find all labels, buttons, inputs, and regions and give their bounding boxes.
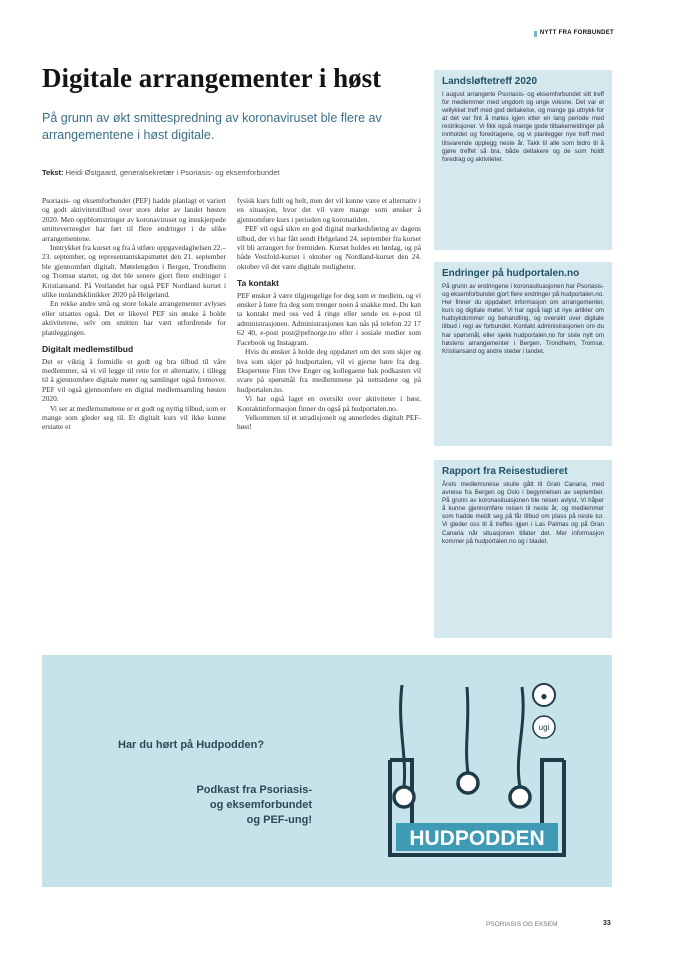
logo-bubble (510, 787, 530, 807)
byline-label: Tekst: (42, 168, 64, 177)
article-column-2 (237, 196, 421, 432)
sidebar-box-text: Årets medlemsreise skulle gått til Gran Canaria, med avreise fra Bergen og Oslo i begynnelsen av september. På grunn av koronasituasjonen ble reisen avlyst. Vi håper å kunne gjennomføre reisen til neste år, og medlemmer som hadde meldt seg på får tilbud om plass på neste tur. Vi gleder oss til å treffes igjen i Las Palmas og på Gran Canaria når situasjonen tillater det. Mer informasjon kommer på hudportalen.no og i bladet. (442, 481, 604, 545)
paragraph: Velkommen til et utradisjonelt og annerledes digitalt PEF-høst! (237, 412, 421, 432)
sidebar-box-text: I august arrangerte Psoriasis- og eksemforbundet sitt treff for medlemmer med ungdom og unge voksne. Det var et vellykket treff med god deltakelse, og mange ga uttrykk for at det var fint å møtes igjen etter en lang periode med restriksjoner. Vi fikk også mange gode tilbakemeldinger på innholdet og foredragene, og vi planlegger nye treff med tilsvarende opplegg neste år. Takk til alle som bidro til å gjøre treffet så bra, både deltakere og de som holdt foredrag og aktiviteter. (442, 91, 604, 163)
page-number: 33 (603, 920, 611, 927)
podcast-question: Har du hørt på Hudpodden? (118, 739, 265, 751)
paragraph: En rekke andre små og store lokale arrangementer avlyses eller utsattes også. Det er likevel PEF sin ønske å holde aktivitetene, selv om smitten har vært utfordrende for planleggingen. (42, 299, 226, 337)
logo-ung-text: ugi (538, 723, 550, 732)
paragraph: Psoriasis- og eksemforbundet (PEF) hadde planlagt et variert og godt aktivitetstilbud over store deler av landet høsten 2020. Men oppblomstringer av koronaviruset og innskjerpede smittevernregler har ført til flere endringer i de ulike arrangementene. (42, 196, 226, 243)
podcast-banner (42, 655, 612, 887)
sidebar-box-title: Landsløftetreff 2020 (442, 76, 538, 87)
paragraph: fysisk kurs fullt og helt, men det vil kunne være et alternativ i en situasjon, hvor det vil være mange som ønsker å gjennomføre kurs i perioden og koronatiden. (237, 196, 421, 224)
paragraph: PEF vil også sikre en god digital markedsføring av dagens tilbud, der vi har fått sendt Helgeland 24. september fra kurset vil bli arrangert for fremtiden. Kurset holdes en lørdag, og på både Vestfold-kurset i oktober og Nordland-kurset den 24. oktober vil det være digitale muligheter. (237, 224, 421, 271)
logo-string (467, 687, 468, 773)
paragraph: Vi har også laget en oversikt over aktiviteter i høst. Kontaktinformasjon finner du også på hudportalen.no. (237, 394, 421, 413)
sidebar-box-landslofte (434, 70, 612, 250)
paragraph: Hvis du ønsker å holde deg oppdatert om det som skjer og hva som skjer på hudportalen, vil vi gjerne høre fra deg. Ekspertene Finn Ove Enger og kollegaene bak podkasten vil svare på spørsmål fra medlemmene på nettsidene og på hudportalen.no. (237, 347, 421, 394)
logo-badge-glyph: ● (540, 689, 548, 703)
podcast-desc-line: Podkast fra Psoriasis- (196, 784, 312, 796)
hudpodden-logo (382, 675, 582, 865)
paragraph: Det er viktig å formidle et godt og bra tilbud til våre medlemmer, så vi vil legge til rette for et alternativ, i tillegg til å gjennomføre digitale møter og samlinger også fremover. PEF vil også gjennomføre en digital medlemsamling høsten 2020. (42, 356, 226, 404)
paragraph: Inntrykket fra kurset og fra å utføre oppgavedaghelsen 22.–23. september, og representantskapsmøtet den 21. september ble gjennomført digitalt. Møtelengden i Bergen, Trondheim og Tromsø startet, og det ble senere gjort flere endringer i Kristiansand. På Vestlandet har også PEF Nordland kurset i ulike innlandsklinikker 2020 på Helgeland. (42, 243, 226, 300)
sidebar-box-title: Rapport fra Reisestudieret (442, 466, 568, 477)
subheading-digital: Digitalt medlemstilbud (42, 344, 134, 355)
footer-publication: PSORIASIS OG EKSEM (486, 921, 558, 928)
podcast-desc-line: og PEF-ung! (246, 814, 312, 826)
article-headline: Digitale arrangementer i høst (42, 63, 382, 93)
podcast-desc-line: og eksemforbundet (209, 799, 312, 811)
sidebar-box-title: Endringer på hudportalen.no (442, 268, 580, 279)
logo-bubble (394, 787, 414, 807)
podcast-description (152, 783, 312, 828)
sidebar-box-text: På grunn av endringene i koronasituasjonen har Psoriasis- og eksemforbundet gjort flere endringer på hudportalen.no. Her finner du oppdatert informasjon om arrangementer, kurs og digitale møter. Vi har også lagt ut nye artikler om hudsykdommer og behandling, og oversikt over digitale tilbud i regi av forbundet. Kontakt administrasjonen om du har spørsmål, eller sjekk hudportalen.no for siste nytt om høstens arrangementer i Bergen, Trondheim, Tromsø, Kristiansand og andre steder i landet. (442, 283, 604, 355)
paragraph: PEF ønsker å være tilgjengelige for deg som er medlem, og vi ønsker å høre fra deg som trenger noen å snakke med. Du kan ta kontakt med oss ved å ringe eller sende en e-post til administrasjonen. Administrasjonen kan nås på telefon 22 17 62 40, e-post post@pefnorge.no eller i sosiale medier som Facebook og Instagram. (237, 290, 421, 347)
section-tag: NYTT FRA FORBUNDET (539, 30, 614, 36)
article-byline (42, 168, 422, 177)
paragraph: Vi ser at medlemsmøtene er et godt og nyttig tilbud, som er mange som gleder seg til. Et digitalt kurs vil ikke kunne erstatte et (42, 403, 226, 432)
logo-string (518, 687, 523, 787)
article-ingress: På grunn av økt smittespredning av koronaviruset ble flere av arrangementene i høst digitale. (42, 111, 382, 142)
logo-text: HUDPODDEN (409, 827, 545, 850)
byline-text: Heidi Østgaard, generalsekretær i Psoriasis- og eksemforbundet (63, 168, 280, 177)
sidebar-box-hudportalen (434, 262, 612, 446)
article-column-1 (42, 196, 226, 432)
sidebar-box-rapport (434, 460, 612, 638)
subheading-contact: Ta kontakt (237, 278, 279, 289)
logo-bubble (458, 773, 478, 793)
logo-string (401, 685, 405, 787)
